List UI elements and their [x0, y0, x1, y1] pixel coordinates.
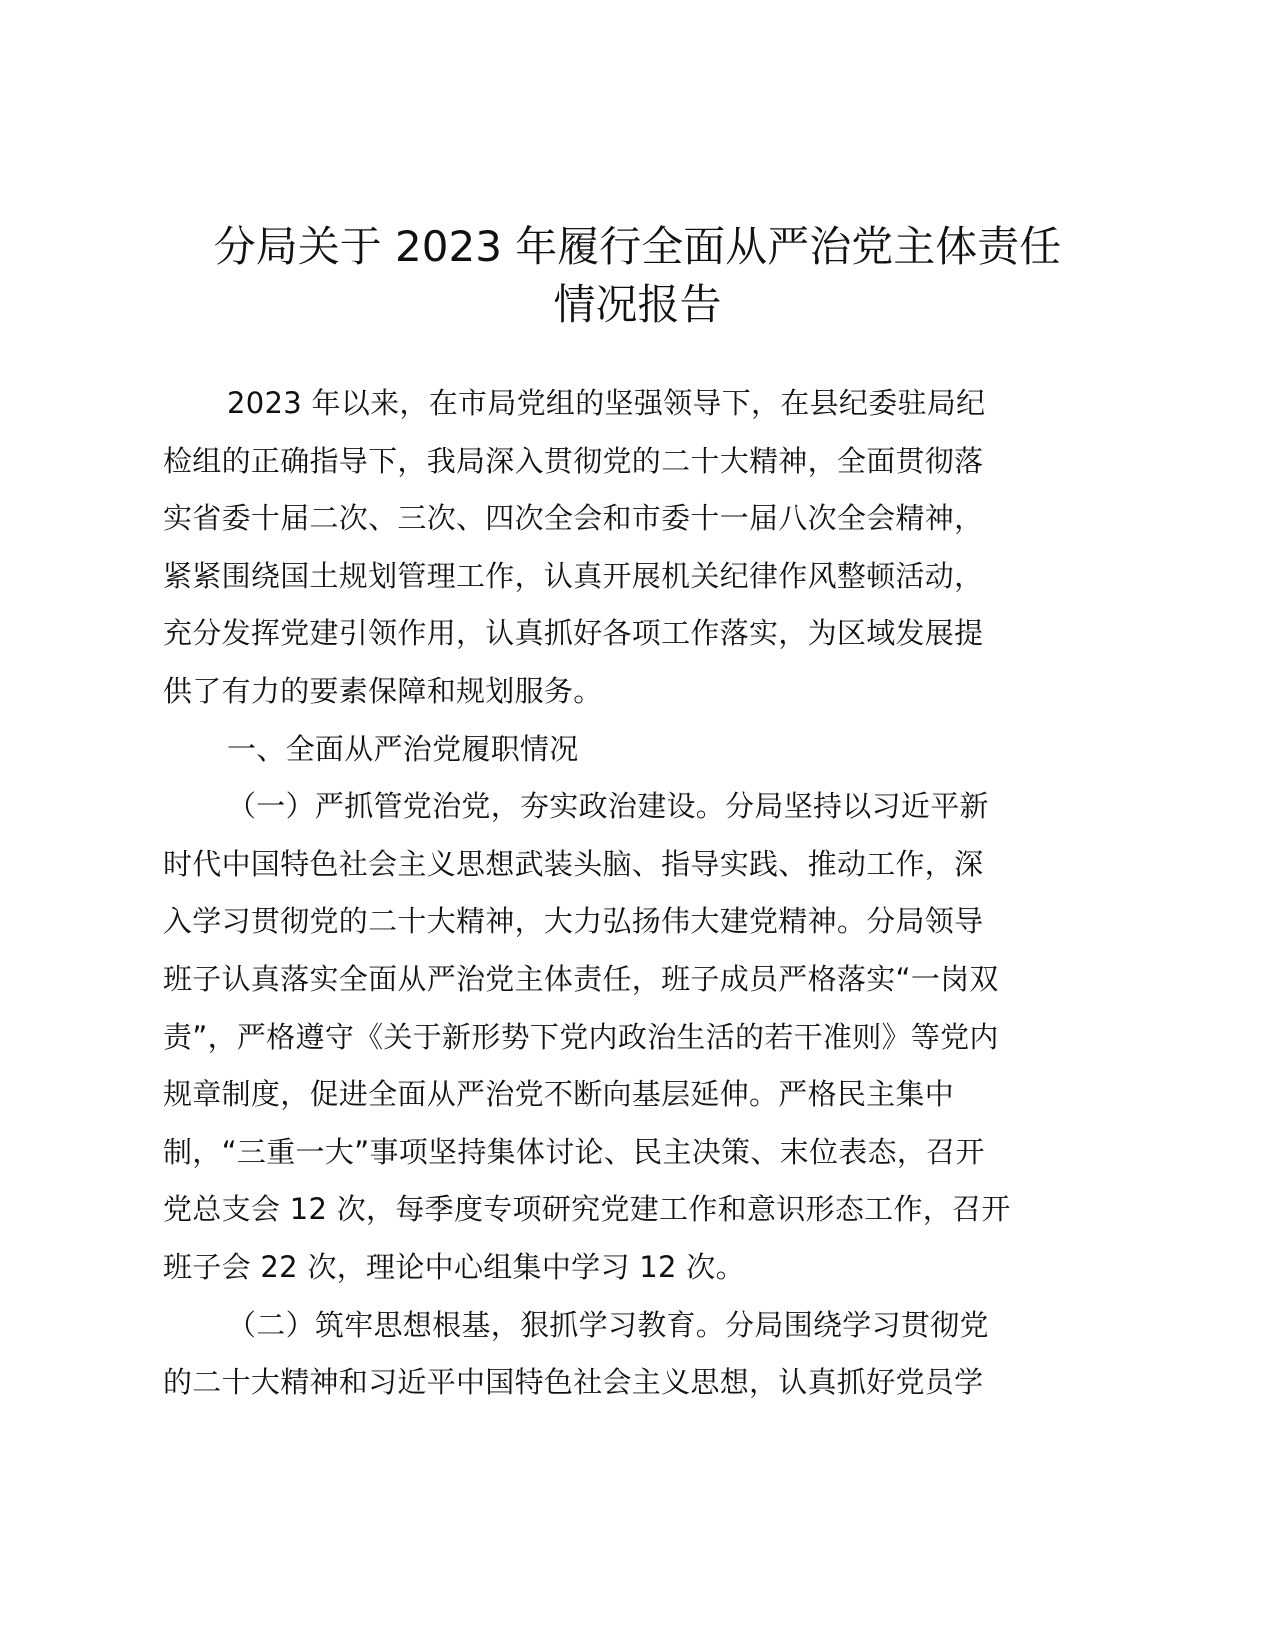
text-line: 党总支会 12 次，每季度专项研究党建工作和意识形态工作，召开 [163, 1192, 1011, 1227]
title-line: 情况报告 [553, 280, 722, 329]
paragraph-section-2 [163, 1297, 1123, 1412]
paragraph-intro [163, 375, 1123, 721]
document-body [163, 375, 1123, 1412]
text-line: 2023 年以来，在市局党组的坚强领导下，在县纪委驻局纪 [227, 386, 986, 420]
text-line: 一、全面从严治党履职情况 [227, 731, 579, 766]
paragraph-section-1 [163, 778, 1123, 1296]
title-line: 分局关于 2023 年履行全面从严治党主体责任 [213, 222, 1062, 271]
text-line: 制，“三重一大”事项坚持集体讨论、民主决策、末位表态，召开 [163, 1134, 985, 1169]
text-line: 供了有力的要素保障和规划服务。 [163, 673, 603, 708]
document-title [160, 218, 1115, 334]
text-line: 的二十大精神和习近平中国特色社会主义思想，认真抓好党员学 [163, 1365, 984, 1400]
section-heading [163, 721, 1123, 779]
text-line: 检组的正确指导下，我局深入贯彻党的二十大精神，全面贯彻落 [163, 443, 984, 478]
text-line: 紧紧围绕国土规划管理工作，认真开展机关纪律作风整顿活动， [163, 558, 984, 593]
text-line: 充分发挥党建引领作用，认真抓好各项工作落实，为区域发展提 [163, 616, 984, 651]
text-line: （二）筑牢思想根基，狠抓学习教育。分局围绕学习贯彻党 [227, 1307, 989, 1342]
text-line: 责”，严格遵守《关于新形势下党内政治生活的若干准则》等党内 [163, 1019, 999, 1054]
text-line: 规章制度，促进全面从严治党不断向基层延伸。严格民主集中 [163, 1077, 955, 1112]
text-line: 入学习贯彻党的二十大精神，大力弘扬伟大建党精神。分局领导 [163, 904, 984, 939]
text-line: 实省委十届二次、三次、四次全会和市委十一届八次全会精神， [163, 501, 984, 536]
text-line: （一）严抓管党治党，夯实政治建设。分局坚持以习近平新 [227, 789, 989, 824]
text-line: 班子认真落实全面从严治党主体责任，班子成员严格落实“一岗双 [163, 961, 999, 996]
text-line: 班子会 22 次，理论中心组集中学习 12 次。 [163, 1249, 745, 1284]
text-line: 时代中国特色社会主义思想武装头脑、指导实践、推动工作，深 [163, 846, 984, 881]
